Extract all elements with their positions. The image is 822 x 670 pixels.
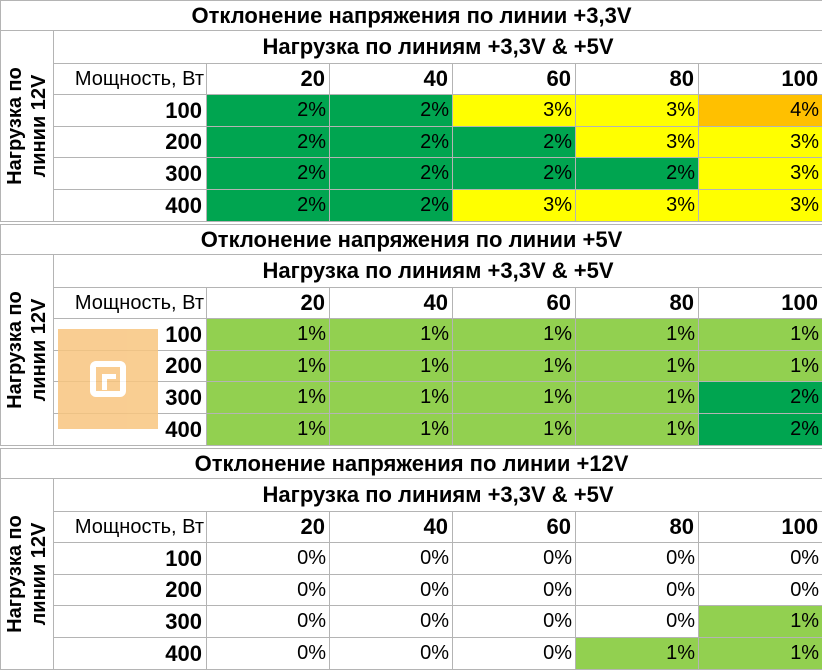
value-cell: 1% xyxy=(576,382,699,414)
deviation-table xyxy=(0,0,822,222)
value-cell: 2% xyxy=(699,382,822,414)
value-cell: 0% xyxy=(207,606,330,638)
table-title: Отклонение напряжения по линии +5V xyxy=(1,225,822,255)
value-cell: 1% xyxy=(453,382,576,414)
value-cell: 1% xyxy=(330,351,453,382)
value-cell: 1% xyxy=(699,606,822,638)
row-header: 200 xyxy=(54,127,207,158)
side-label-cell xyxy=(1,255,54,446)
value-cell: 2% xyxy=(330,95,453,127)
table-row xyxy=(1,638,822,670)
load-title: Нагрузка по линиям +3,3V & +5V xyxy=(54,31,822,64)
value-cell: 0% xyxy=(453,575,576,606)
row-header: 100 xyxy=(54,543,207,575)
value-cell: 0% xyxy=(330,638,453,670)
value-cell: 3% xyxy=(699,190,822,222)
row-header: 300 xyxy=(54,606,207,638)
side-label-line2: линии 12V xyxy=(28,522,50,626)
table-row xyxy=(1,127,822,158)
value-cell: 0% xyxy=(453,543,576,575)
deviation-table xyxy=(0,448,822,670)
side-label-line1: Нагрузка по xyxy=(4,515,26,633)
site-logo-watermark xyxy=(58,329,158,429)
value-cell: 1% xyxy=(330,319,453,351)
value-cell: 3% xyxy=(576,190,699,222)
value-cell: 3% xyxy=(576,95,699,127)
side-label-cell xyxy=(1,479,54,670)
value-cell: 1% xyxy=(207,382,330,414)
value-cell: 1% xyxy=(453,351,576,382)
row-header: 300 xyxy=(54,158,207,190)
table-row xyxy=(1,575,822,606)
value-cell: 1% xyxy=(207,319,330,351)
value-cell: 1% xyxy=(576,638,699,670)
table-row xyxy=(1,95,822,127)
table-row xyxy=(1,606,822,638)
row-header: 100 xyxy=(54,95,207,127)
row-header: 400 xyxy=(54,190,207,222)
column-header: 60 xyxy=(453,64,576,95)
value-cell: 2% xyxy=(453,127,576,158)
value-cell: 0% xyxy=(699,575,822,606)
side-label-line1: Нагрузка по xyxy=(4,67,26,185)
value-cell: 2% xyxy=(207,127,330,158)
value-cell: 0% xyxy=(453,638,576,670)
load-title: Нагрузка по линиям +3,3V & +5V xyxy=(54,479,822,512)
value-cell: 1% xyxy=(207,414,330,446)
value-cell: 0% xyxy=(207,575,330,606)
table-row xyxy=(1,543,822,575)
column-header: 100 xyxy=(699,288,822,319)
column-header: 20 xyxy=(207,64,330,95)
column-header: 20 xyxy=(207,288,330,319)
row-header: 100 xyxy=(54,319,207,351)
row-header: 300 xyxy=(54,382,207,414)
deviation-table-block xyxy=(0,448,822,670)
row-header: 200 xyxy=(54,351,207,382)
side-label xyxy=(3,515,51,633)
value-cell: 1% xyxy=(330,414,453,446)
value-cell: 0% xyxy=(207,543,330,575)
value-cell: 1% xyxy=(330,382,453,414)
table-row xyxy=(1,190,822,222)
value-cell: 2% xyxy=(207,158,330,190)
column-header: 80 xyxy=(576,512,699,543)
value-cell: 0% xyxy=(330,606,453,638)
value-cell: 1% xyxy=(699,351,822,382)
column-header: 20 xyxy=(207,512,330,543)
value-cell: 0% xyxy=(699,543,822,575)
row-header: 200 xyxy=(54,575,207,606)
value-cell: 3% xyxy=(453,190,576,222)
value-cell: 2% xyxy=(207,95,330,127)
side-label-line2: линии 12V xyxy=(28,298,50,402)
side-label xyxy=(3,291,51,409)
value-cell: 3% xyxy=(576,127,699,158)
value-cell: 2% xyxy=(330,190,453,222)
value-cell: 1% xyxy=(699,638,822,670)
load-title: Нагрузка по линиям +3,3V & +5V xyxy=(54,255,822,288)
power-label: Мощность, Вт xyxy=(54,288,207,319)
value-cell: 2% xyxy=(207,190,330,222)
row-header: 400 xyxy=(54,638,207,670)
value-cell: 0% xyxy=(576,543,699,575)
value-cell: 1% xyxy=(576,414,699,446)
value-cell: 2% xyxy=(330,158,453,190)
table-title: Отклонение напряжения по линии +12V xyxy=(1,449,822,479)
value-cell: 3% xyxy=(453,95,576,127)
value-cell: 1% xyxy=(453,414,576,446)
column-header: 40 xyxy=(330,288,453,319)
row-header: 400 xyxy=(54,414,207,446)
value-cell: 2% xyxy=(699,414,822,446)
value-cell: 4% xyxy=(699,95,822,127)
column-header: 60 xyxy=(453,288,576,319)
value-cell: 1% xyxy=(576,319,699,351)
column-header: 40 xyxy=(330,64,453,95)
side-label xyxy=(3,67,51,185)
side-label-line2: линии 12V xyxy=(28,74,50,178)
power-label: Мощность, Вт xyxy=(54,64,207,95)
value-cell: 1% xyxy=(453,319,576,351)
value-cell: 1% xyxy=(576,351,699,382)
value-cell: 0% xyxy=(576,575,699,606)
side-label-line1: Нагрузка по xyxy=(4,291,26,409)
value-cell: 3% xyxy=(699,127,822,158)
table-row xyxy=(1,158,822,190)
value-cell: 2% xyxy=(576,158,699,190)
deviation-table-block xyxy=(0,0,822,222)
column-header: 80 xyxy=(576,288,699,319)
side-label-cell xyxy=(1,31,54,222)
value-cell: 2% xyxy=(330,127,453,158)
table-title: Отклонение напряжения по линии +3,3V xyxy=(1,1,822,31)
value-cell: 1% xyxy=(699,319,822,351)
column-header: 60 xyxy=(453,512,576,543)
column-header: 80 xyxy=(576,64,699,95)
column-header: 100 xyxy=(699,64,822,95)
value-cell: 0% xyxy=(207,638,330,670)
column-header: 40 xyxy=(330,512,453,543)
value-cell: 0% xyxy=(453,606,576,638)
value-cell: 0% xyxy=(330,543,453,575)
value-cell: 2% xyxy=(453,158,576,190)
power-label: Мощность, Вт xyxy=(54,512,207,543)
value-cell: 3% xyxy=(699,158,822,190)
value-cell: 1% xyxy=(207,351,330,382)
value-cell: 0% xyxy=(576,606,699,638)
column-header: 100 xyxy=(699,512,822,543)
logo-icon xyxy=(90,361,126,397)
value-cell: 0% xyxy=(330,575,453,606)
